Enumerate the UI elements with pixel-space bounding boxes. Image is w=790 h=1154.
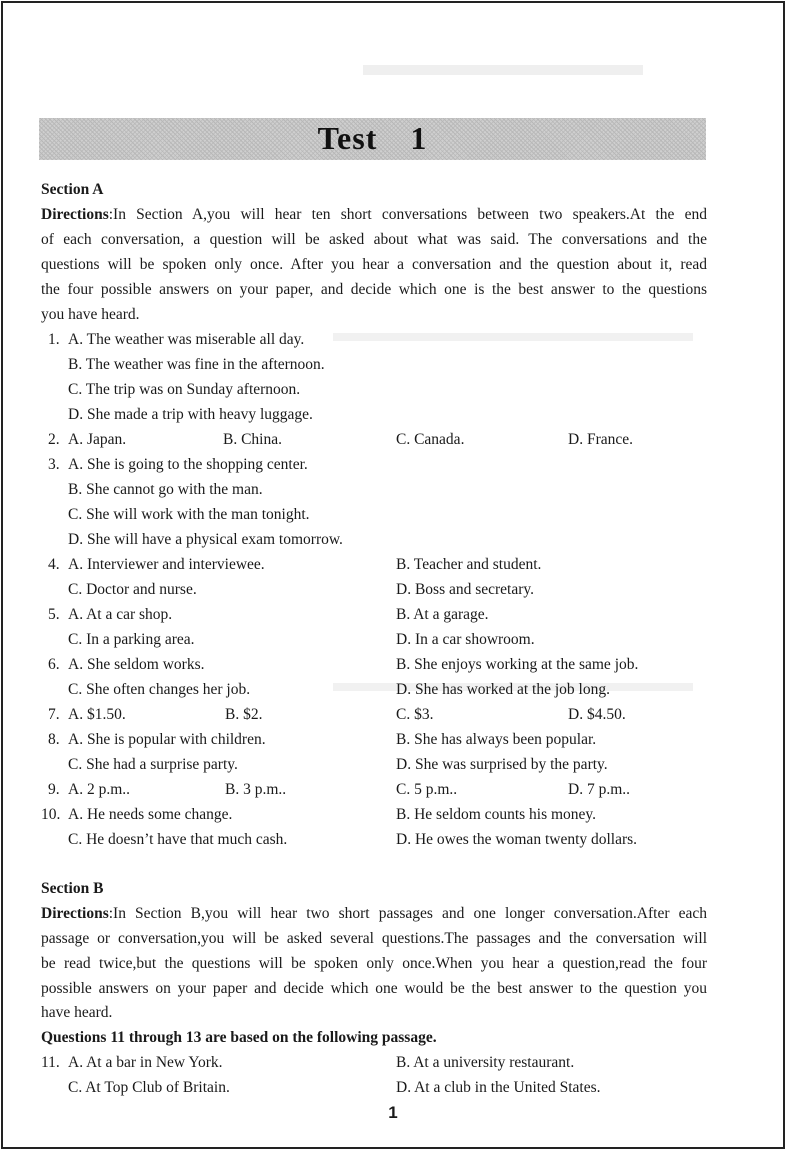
option-a: A. $1.50. (68, 706, 126, 723)
option-a: A. Japan. (68, 431, 127, 448)
option-d: D. $4.50. (568, 706, 626, 723)
directions-label: Directions (41, 905, 109, 922)
page (1, 1, 785, 1149)
questions-11-13-heading: Questions 11 through 13 are based on the following passage. (41, 1029, 437, 1046)
section-a-directions-line-5: you have heard. (41, 306, 140, 323)
bleed-through (363, 65, 643, 75)
option-c: C. She often changes her job. (68, 681, 251, 698)
question-number: 4. (48, 556, 60, 573)
page-number: 1 (388, 1103, 398, 1122)
option-a: A. She seldom works. (68, 656, 205, 673)
section-b-directions-line-2: passage or conversation,you will be asked several questions.The passages and the conversation will (41, 930, 707, 947)
question-number: 9. (48, 781, 60, 798)
option-a: A. She is going to the shopping center. (68, 456, 308, 473)
question-number: 8. (48, 731, 60, 748)
option-d: D. At a club in the United States. (396, 1079, 601, 1096)
section-a-directions-line-2: of each conversation, a question will be asked about what was said. The conversations and the (41, 231, 707, 248)
option-c: C. The trip was on Sunday afternoon. (68, 381, 301, 398)
option-a: A. 2 p.m.. (68, 781, 130, 798)
option-b: B. He seldom counts his money. (396, 806, 597, 823)
option-d: D. Boss and secretary. (396, 581, 535, 598)
option-d: D. 7 p.m.. (568, 781, 630, 798)
option-c: C. $3. (396, 706, 434, 723)
option-c: C. She will work with the man tonight. (68, 506, 310, 523)
bleed-through (333, 333, 693, 341)
option-c: C. At Top Club of Britain. (68, 1079, 230, 1096)
option-c: C. Canada. (396, 431, 465, 448)
option-c: C. He doesn’t have that much cash. (68, 831, 288, 848)
option-a: A. He needs some change. (68, 806, 233, 823)
option-d: D. France. (568, 431, 633, 448)
question-number: 11. (41, 1054, 60, 1071)
option-a: A. At a car shop. (68, 606, 173, 623)
section-b-directions-line-5: have heard. (41, 1004, 113, 1021)
question-number: 5. (48, 606, 60, 623)
option-c: C. She had a surprise party. (68, 756, 238, 773)
section-a-directions-line-1: Directions:In Section A,you will hear ten short conversations between two speakers.At the end (41, 206, 707, 223)
section-b-heading: Section B (41, 880, 104, 897)
option-b: B. Teacher and student. (396, 556, 542, 573)
section-a-directions-line-4: the four possible answers on your paper, and decide which one is the best answer to the questions (41, 281, 707, 298)
option-d: D. She was surprised by the party. (396, 756, 608, 773)
option-b: B. China. (223, 431, 282, 448)
question-number: 1. (48, 331, 60, 348)
question-number: 7. (48, 706, 60, 723)
section-a-directions-line-3: questions will be spoken only once. After you hear a conversation and the question about it, read (41, 256, 707, 273)
test-title: Test 1 (317, 120, 428, 156)
directions-label: Directions (41, 206, 109, 223)
option-b: B. She has always been popular. (396, 731, 597, 748)
question-number: 2. (48, 431, 60, 448)
question-number: 10. (41, 806, 61, 823)
option-d: D. She will have a physical exam tomorrow. (68, 531, 343, 548)
option-a: A. At a bar in New York. (68, 1054, 223, 1071)
option-b: B. At a garage. (396, 606, 489, 623)
title-band (39, 118, 706, 160)
option-d: D. She has worked at the job long. (396, 681, 610, 698)
option-c: C. 5 p.m.. (396, 781, 458, 798)
option-c: C. Doctor and nurse. (68, 581, 197, 598)
option-d: D. He owes the woman twenty dollars. (396, 831, 638, 848)
option-a: A. The weather was miserable all day. (68, 331, 305, 348)
option-b: B. $2. (225, 706, 263, 723)
section-b-directions-line-3: be read twice,but the questions will be spoken only once.When you hear a question,read the four (41, 955, 707, 972)
option-b: B. She enjoys working at the same job. (396, 656, 639, 673)
section-a-heading: Section A (41, 181, 104, 198)
option-b: B. She cannot go with the man. (68, 481, 263, 498)
option-b: B. 3 p.m.. (225, 781, 287, 798)
option-b: B. The weather was fine in the afternoon. (68, 356, 325, 373)
option-c: C. In a parking area. (68, 631, 195, 648)
section-b-directions-line-4: possible answers on your paper and decide which one would be the best answer to the question you (41, 980, 707, 997)
question-number: 3. (48, 456, 60, 473)
question-number: 6. (48, 656, 60, 673)
option-d: D. In a car showroom. (396, 631, 535, 648)
section-b-directions-line-1: Directions:In Section B,you will hear two short passages and one longer conversation.After each (41, 905, 707, 922)
option-a: A. She is popular with children. (68, 731, 266, 748)
option-d: D. She made a trip with heavy luggage. (68, 406, 313, 423)
option-a: A. Interviewer and interviewee. (68, 556, 265, 573)
option-b: B. At a university restaurant. (396, 1054, 575, 1071)
